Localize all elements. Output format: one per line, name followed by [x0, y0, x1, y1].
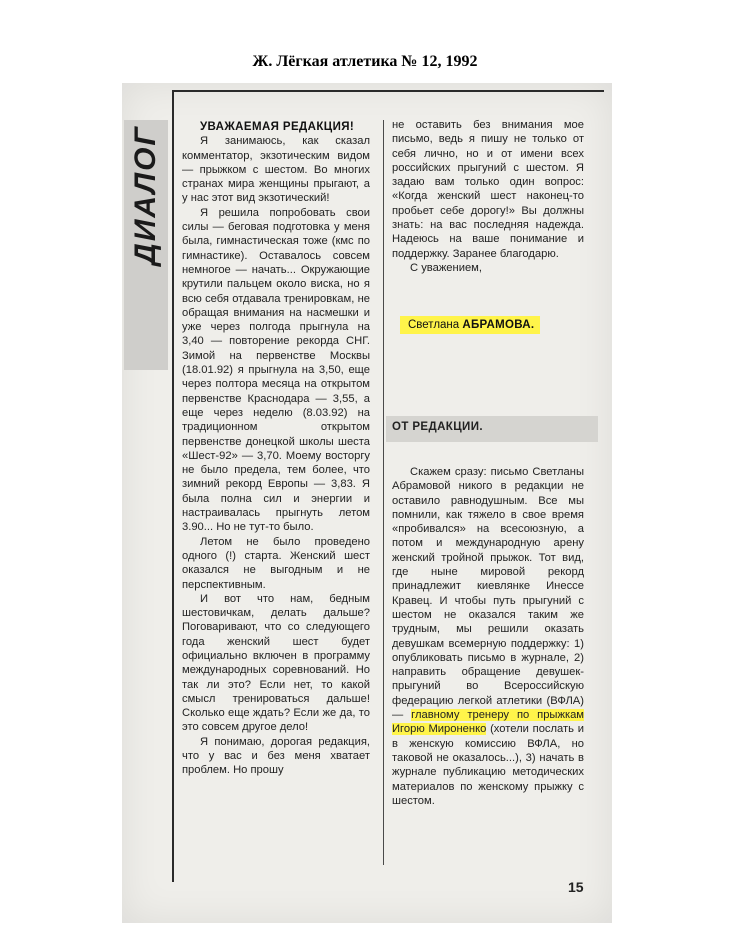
letter-paragraph: И вот что нам, бедным шестовичкам, делать дальше? Поговаривают, что со следующего года женский шест будет официально включен в программу международных соревнований. Но так ли это? Если нет, то какой смысл тренироваться дальше! Сколько еще ждать? Если же да, то это совсем другое дело!	[182, 592, 370, 734]
page-number: 15	[568, 879, 584, 895]
letter-column	[182, 120, 370, 778]
letter-paragraph: Я понимаю, дорогая редакция, что у вас и без меня хватает проблем. Но прошу	[182, 735, 370, 777]
letter-continuation	[392, 118, 584, 275]
signature-last-name: АБРАМОВА.	[462, 319, 535, 331]
column-divider	[383, 120, 384, 865]
document-caption: Ж. Лёгкая атлетика № 12, 1992	[252, 53, 478, 70]
highlighted-text: главному тренеру по прыжкам Игорю Мироненко	[392, 709, 584, 736]
letter-paragraph: Я занимаюсь, как сказал комментатор, экзотическим видом — прыжком с шестом. Во многих странах мира женщины прыгают, а у нас этот вид экзотический!	[182, 135, 370, 205]
signature-block	[392, 312, 584, 342]
section-label: ДИАЛОГ	[129, 125, 162, 265]
editorial-text	[392, 465, 584, 808]
editorial-column	[392, 465, 584, 808]
letter-continuation-text: не оставить без внимания мое письмо, ведь я пишу не только от себя лично, но и от имени всех российских прыгуний с шестом. Я задаю вам только один вопрос: «Когда женский шест наконец-то пробьет себе дорогу!» Вы должны знать: на вас последняя надежда. Надеюсь на ваше понимание и поддержку. Заранее благодарю.	[392, 119, 584, 260]
letter-paragraph: Летом не было проведено одного (!) старта. Женский шест оказался не выгодным и не перспективным.	[182, 535, 370, 591]
editorial-text-end: (хотели послать и в женскую комиссию ВФЛА, но таковой не оказалось...), 3) начать в журнале публикацию методических материалов по женскому прыжку с шестом.	[392, 723, 584, 807]
letter-closing: С уважением,	[410, 261, 482, 274]
signature	[400, 316, 540, 334]
signature-first-name: Светлана	[408, 319, 460, 331]
editorial-heading: ОТ РЕДАКЦИИ.	[392, 421, 483, 433]
letter-heading: УВАЖАЕМАЯ РЕДАКЦИЯ!	[200, 121, 355, 133]
letter-paragraph: Я решила попробовать свои силы — беговая подготовка у меня была, гимнастическая тоже (кмс по гимнастике). Оставалось совсем немногое — начать... Окружающие крутили пальцем около виска, но я всю себя отдавала тренировкам, не обращая внимания на насмешки и уже через полгода прыгнула на 3,40 — повторение рекорда СНГ. Зимой на первенстве Москвы (18.01.92) я прыгнула на 3,50, еще через полтора месяца на открытом первенстве Краснодара — 3,55, а еще через неделю (8.03.92) на традиционном открытом первенстве донецкой школы шеста «Шест-92» — 3,70. Моему восторгу не было предела, тем более, что зимний рекорд Европы — 3,83. Я была полна сил и энергии и настраивалась прыгнуть летом 3.90... Но не тут-то было.	[182, 206, 370, 534]
editorial-text-start: Скажем сразу: письмо Светланы Абрамовой никого в редакции не оставило равнодушным. Все мы помнили, как тяжело в свое время «пробивался» на всесоюзную, а потом и международную арену женский тройной прыжок. Тот вид, где ныне мировой рекорд принадлежит киевлянке Инессе Кравец. И чтобы путь прыгуний с шестом не оказался таким же трудным, мы решили оказать девушкам всемерную поддержку: 1) опубликовать письмо в журнале, 2) направить обращение девушек-прыгуний во Всероссийскую федерацию легкой атлетики (ВФЛА) —	[392, 466, 584, 722]
